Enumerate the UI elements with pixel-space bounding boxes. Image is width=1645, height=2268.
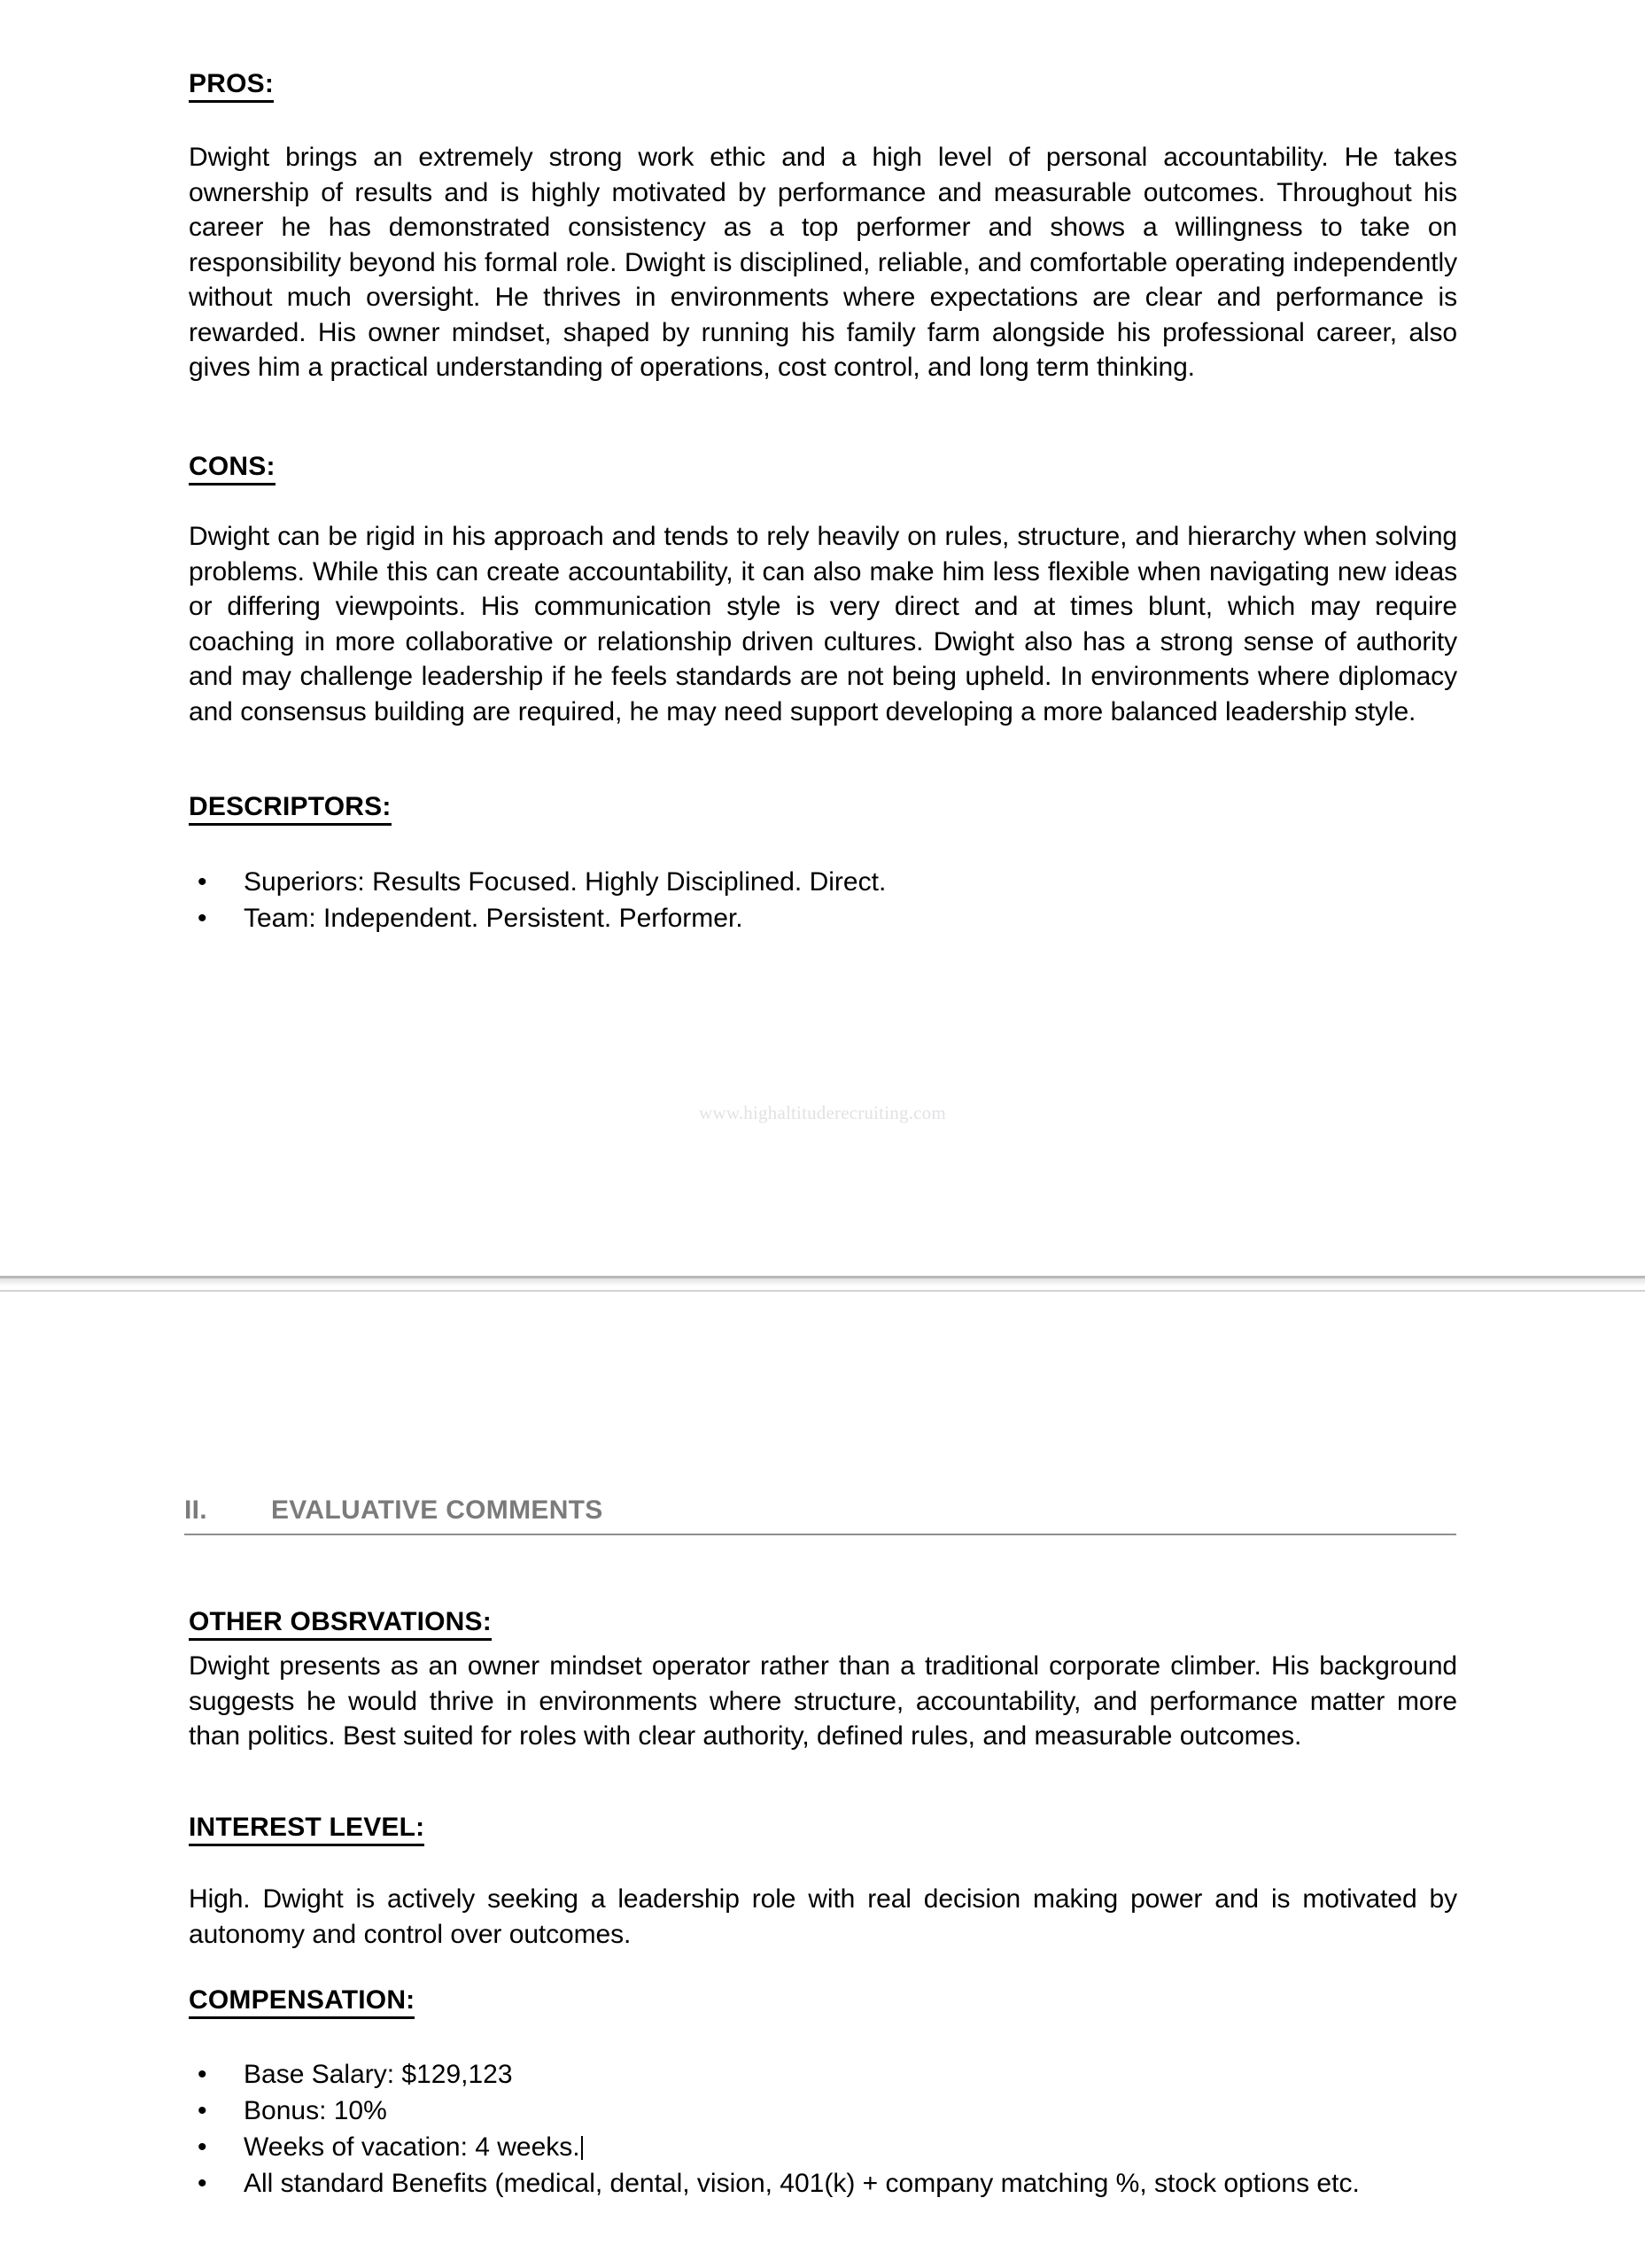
pros-paragraph-wrap [189,140,1457,385]
compensation-bonus: Bonus: 10% [244,2096,387,2125]
section-number: II. [184,1495,207,1525]
page-watermark: www.highaltituderecruiting.com [699,1102,946,1123]
compensation-benefits: All standard Benefits (medical, dental, vision, 401(k) + company matching %, stock options etc. [244,2169,1360,2198]
cons-heading-wrap [189,452,1457,485]
pros-heading-wrap [189,69,1457,103]
cons-heading: CONS: [189,452,275,485]
page-break-shadow [0,1278,1645,1286]
other-observations-heading: OTHER OBSRVATIONS: [189,1607,492,1641]
interest-level-heading: INTEREST LEVEL: [189,1813,424,1846]
interest-level-heading-wrap [189,1813,1457,1846]
descriptors-heading: DESCRIPTORS: [189,792,392,826]
other-observations-paragraph-wrap [189,1649,1457,1754]
pros-paragraph: Dwight brings an extremely strong work ethic and a high level of personal accountability. He takes ownership of results and is highly motivated by performance and measurable outcomes. Throughout his career he has demonstrated consistency as a top performer and shows a willingness to take on responsibility beyond his formal role. Dwight is disciplined, reliable, and comfortable operating independently without much oversight. He thrives in environments where expectations are clear and performance is rewarded. His owner mindset, shaped by running his family farm alongside his professional career, also gives him a practical understanding of operations, cost control, and long term thinking. [189,143,1457,382]
cons-paragraph: Dwight can be rigid in his approach and tends to rely heavily on rules, structure, and hierarchy when solving problems. While this can create accountability, it can also make him less flexible when navigating new ideas or differing viewpoints. His communication style is very direct and at times blunt, which may require coaching in more collaborative or relationship driven cultures. Dwight also has a strong sense of authority and may challenge leadership if he feels standards are not being upheld. In environments where diplomacy and consensus building are required, he may need support developing a more balanced leadership style. [189,522,1457,726]
descriptor-text: Team: Independent. Persistent. Performer. [244,904,743,933]
compensation-heading-wrap [189,1985,1457,2019]
list-item [189,900,1457,936]
section-heading-row [184,1495,1456,1526]
bullet-icon: • [198,867,207,897]
compensation-heading: COMPENSATION: [189,1985,415,2019]
descriptors-heading-wrap [189,792,1457,826]
list-item [189,864,1457,900]
list-item [189,2165,1457,2202]
list-item [189,2129,1457,2165]
page-break-separator [0,1270,1645,1308]
list-item [189,2093,1457,2129]
descriptors-list-wrap [189,864,1457,936]
section-title: EVALUATIVE COMMENTS [271,1495,603,1525]
text-cursor [581,2136,583,2160]
bullet-icon: • [198,2060,207,2089]
document-page-2 [0,1308,1645,2268]
compensation-vacation: Weeks of vacation: 4 weeks. [244,2132,580,2162]
cons-paragraph-wrap [189,519,1457,729]
section-heading-evaluative-comments [184,1495,1456,1535]
interest-level-paragraph-wrap [189,1882,1457,1952]
list-item [189,2056,1457,2093]
descriptor-text: Superiors: Results Focused. Highly Disciplined. Direct. [244,867,887,897]
page-break-line-bottom [0,1290,1645,1292]
other-observations-heading-wrap [189,1607,1457,1641]
bullet-icon: • [198,2169,207,2198]
compensation-list [189,2056,1457,2202]
descriptors-list [189,864,1457,936]
interest-level-paragraph: High. Dwight is actively seeking a leadership role with real decision making power and is motivated by autonomy and control over outcomes. [189,1884,1457,1949]
bullet-icon: • [198,2096,207,2125]
compensation-list-wrap [189,2056,1457,2202]
other-observations-paragraph: Dwight presents as an owner mindset operator rather than a traditional corporate climber. His background suggests he would thrive in environments where structure, accountability, and performance matter more than politics. Best suited for roles with clear authority, defined rules, and measurable outcomes. [189,1651,1457,1751]
bullet-icon: • [198,2132,207,2162]
compensation-base-salary: Base Salary: $129,123 [244,2060,513,2089]
section-divider [184,1534,1456,1535]
pros-heading: PROS: [189,69,274,103]
bullet-icon: • [198,904,207,933]
